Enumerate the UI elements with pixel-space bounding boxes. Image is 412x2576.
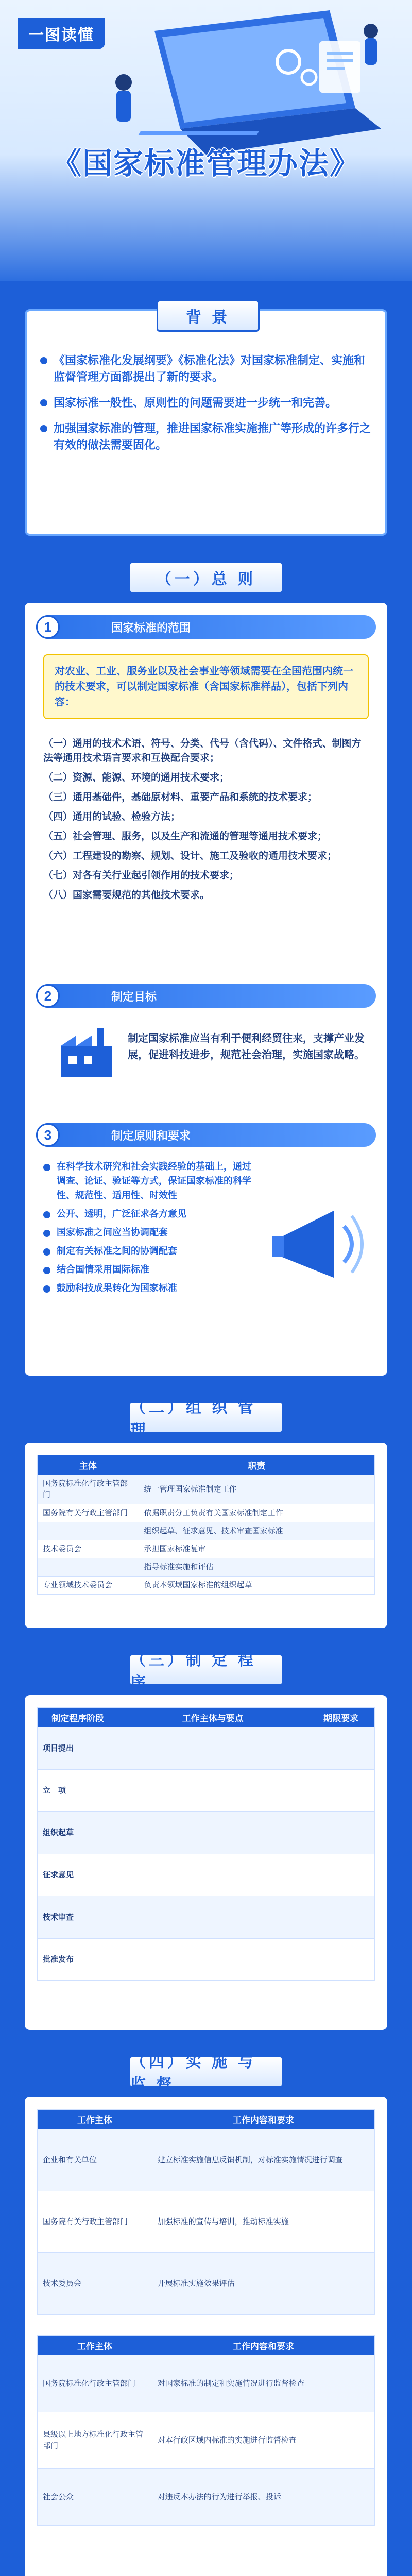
table-row: [38, 1558, 375, 1577]
table-cell: [118, 1727, 307, 1770]
background-bullet: 国家标准一般性、原则性的问题需要进一步统一和完善。: [40, 395, 375, 411]
principles-title: 制定原则和要求: [111, 1129, 191, 1142]
table-cell: 企业和有关单位: [38, 2129, 152, 2191]
scope-item: （四）通用的试验、检验方法；: [43, 811, 181, 822]
table-cell: 社会公众: [38, 2469, 152, 2526]
table-row: [38, 2253, 375, 2315]
general-card: [25, 603, 387, 1376]
stage-cell: 技术审查: [38, 1896, 118, 1939]
table-row: [38, 1504, 375, 1522]
table-row: [38, 2355, 375, 2412]
table-cell: 加强标准的宣传与培训，推动标准实施: [152, 2191, 374, 2253]
table-cell: [118, 1812, 307, 1854]
table-row: [38, 2191, 375, 2253]
megaphone-icon: [272, 1200, 370, 1293]
procedure-table: [37, 1707, 375, 1981]
table-cell: 依据职责分工负责有关国家标准制定工作: [139, 1504, 375, 1522]
table-header: 主体: [38, 1455, 139, 1475]
hero-tag: 一图读懂: [18, 18, 105, 49]
table-header: 工作内容和要求: [152, 2336, 374, 2355]
table-cell: 县级以上地方标准化行政主管部门: [38, 2412, 152, 2469]
table-cell: [118, 1939, 307, 1981]
period-cell: [307, 1896, 375, 1939]
table-cell: [118, 1896, 307, 1939]
table-header: 期限要求: [307, 1708, 375, 1727]
organization-table: [37, 1455, 375, 1595]
table-header: 职责: [139, 1455, 375, 1475]
table-cell: 专业领域技术委员会: [38, 1577, 139, 1595]
table-cell: [38, 1522, 139, 1540]
supervision-card: [25, 2097, 387, 2576]
stage-cell: 组织起草: [38, 1812, 118, 1854]
scope-note: 对农业、工业、服务业以及社会事业等领域需要在全国范围内统一的技术要求，可以制定国家标准（含国家标准样品），包括下列内容：: [43, 654, 369, 719]
table-header: 工作主体: [38, 2336, 152, 2355]
table-row: [38, 1727, 375, 1770]
scope-item: （七）对各有关行业起引领作用的技术要求；: [43, 870, 239, 881]
table-row: [38, 1540, 375, 1558]
procedure-card: [25, 1695, 387, 2030]
table-cell: 技术委员会: [38, 1540, 139, 1558]
table-row: [38, 1770, 375, 1812]
table-row: [38, 2129, 375, 2191]
principles-subhead: [36, 1123, 376, 1147]
scope-title: 国家标准的范围: [111, 621, 191, 634]
table-cell: [118, 1854, 307, 1896]
table-cell: 建立标准实施信息反馈机制，对标准实施情况进行调查: [152, 2129, 374, 2191]
table-row: [38, 1577, 375, 1595]
table-row: [38, 1522, 375, 1540]
table-cell: [38, 1558, 139, 1577]
goal-subhead: [36, 984, 376, 1008]
organization-card: [25, 1443, 387, 1628]
organization-ribbon: （二）组 织 管 理: [129, 1401, 283, 1433]
stage-cell: 项目提出: [38, 1727, 118, 1770]
table-row: [38, 2412, 375, 2469]
goal-number: 2: [36, 984, 60, 1008]
general-ribbon: （一）总 则: [129, 562, 283, 594]
table-cell: 国务院有关行政主管部门: [38, 1504, 139, 1522]
table-cell: 开展标准实施效果评估: [152, 2253, 374, 2315]
table-row: [38, 2469, 375, 2526]
period-cell: [307, 1854, 375, 1896]
goal-title: 制定目标: [111, 990, 157, 1003]
scope-item: （六）工程建设的勘察、规划、设计、施工及验收的通用技术要求；: [43, 851, 337, 861]
supervision-ribbon: （四）实 施 与 监 督: [129, 2056, 283, 2088]
table-row: [38, 1854, 375, 1896]
table-row: [38, 1475, 375, 1504]
background-bullet: 《国家标准化发展纲要》《标准化法》对国家标准制定、实施和监督管理方面都提出了新的要求。: [40, 352, 375, 385]
period-cell: [307, 1727, 375, 1770]
principle-item: 制定有关标准之间的协调配套: [43, 1244, 260, 1258]
implementation-table: [37, 2109, 375, 2315]
scope-item: （二）资源、能源、环境的通用技术要求；: [43, 772, 230, 783]
table-cell: 承担国家标准复审: [139, 1540, 375, 1558]
table-row: [38, 1812, 375, 1854]
table-header: 工作主体与要点: [118, 1708, 307, 1727]
stage-cell: 征求意见: [38, 1854, 118, 1896]
table-row: [38, 1896, 375, 1939]
scope-number: 1: [36, 615, 60, 639]
table-header: 制定程序阶段: [38, 1708, 118, 1727]
stage-cell: 批准发布: [38, 1939, 118, 1981]
period-cell: [307, 1770, 375, 1812]
principle-item: 公开、透明，广泛征求各方意见: [43, 1207, 260, 1221]
table-cell: 国务院标准化行政主管部门: [38, 2355, 152, 2412]
table-cell: 统一管理国家标准制定工作: [139, 1475, 375, 1504]
goal-text: 制定国家标准应当有利于便利经贸往来，支撑产业发展，促进科技进步，规范社会治理，实施国家战略。: [128, 1033, 365, 1061]
scope-item: （八）国家需要规范的其他技术要求。: [43, 890, 210, 901]
hero-banner: [0, 0, 412, 281]
period-cell: [307, 1812, 375, 1854]
principle-item: 国家标准之间应当协调配套: [43, 1225, 260, 1240]
background-card: [25, 309, 387, 536]
table-cell: [118, 1770, 307, 1812]
factory-icon: [56, 1025, 117, 1082]
period-cell: [307, 1939, 375, 1981]
principles-number: 3: [36, 1123, 60, 1147]
table-cell: 技术委员会: [38, 2253, 152, 2315]
table-cell: 组织起草、征求意见、技术审查国家标准: [139, 1522, 375, 1540]
table-row: [38, 1939, 375, 1981]
scope-item: （五）社会管理、服务，以及生产和流通的管理等通用技术要求；: [43, 831, 328, 842]
table-cell: 负责本领域国家标准的组织起草: [139, 1577, 375, 1595]
table-cell: 对国家标准的制定和实施情况进行监督检查: [152, 2355, 374, 2412]
supervision-table: [37, 2335, 375, 2526]
principle-item: 在科学技术研究和社会实践经验的基础上，通过调查、论证、验证等方式，保证国家标准的科学性、规范性、适用性、时效性: [43, 1159, 260, 1202]
table-cell: 指导标准实施和评估: [139, 1558, 375, 1577]
background-ribbon: 背 景: [157, 300, 260, 332]
scope-item: （三）通用基础件，基础原材料、重要产品和系统的技术要求；: [43, 792, 318, 803]
table-cell: 国务院有关行政主管部门: [38, 2191, 152, 2253]
procedure-ribbon: （三）制 定 程 序: [129, 1654, 283, 1686]
table-header: 工作主体: [38, 2110, 152, 2129]
table-cell: 对本行政区域内标准的实施进行监督检查: [152, 2412, 374, 2469]
stage-cell: 立 项: [38, 1770, 118, 1812]
principle-item: 结合国情采用国际标准: [43, 1262, 260, 1277]
background-bullet: 加强国家标准的管理，推进国家标准实施推广等形成的许多行之有效的做法需要固化。: [40, 420, 375, 453]
principle-item: 鼓励科技成果转化为国家标准: [43, 1281, 260, 1295]
scope-subhead: [36, 615, 376, 639]
scope-item: （一）通用的技术术语、符号、分类、代号（含代码）、文件格式、制图方法等通用技术语言要求和互换配合要求；: [43, 738, 362, 764]
table-header: 工作内容和要求: [152, 2110, 374, 2129]
table-cell: 国务院标准化行政主管部门: [38, 1475, 139, 1504]
table-cell: 对违反本办法的行为进行举报、投诉: [152, 2469, 374, 2526]
page-title: 《国家标准管理办法》: [51, 147, 360, 180]
